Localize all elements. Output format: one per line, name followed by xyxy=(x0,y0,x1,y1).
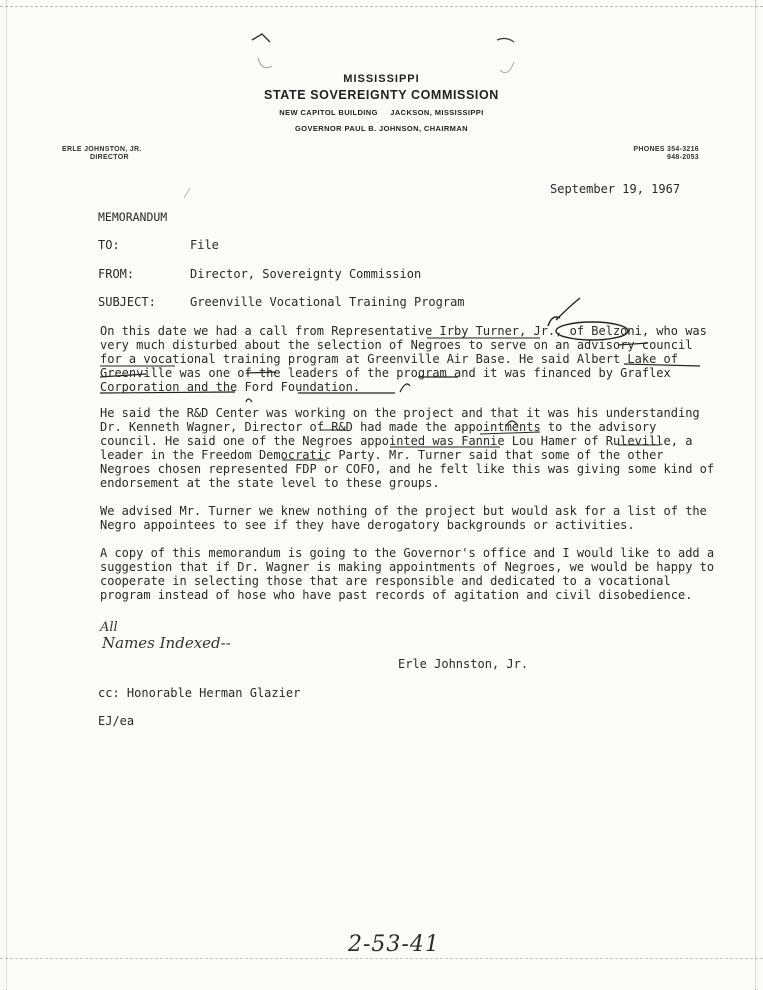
director-name: ERLE JOHNSTON, JR. xyxy=(62,146,142,153)
scan-edge-right xyxy=(755,0,756,990)
scan-edge-bottom xyxy=(0,958,763,959)
phones-block xyxy=(633,146,699,162)
handwritten-note-line1: All xyxy=(100,620,118,635)
document-number: 2-53-41 xyxy=(348,932,440,957)
letterhead-commission: STATE SOVEREIGNTY COMMISSION xyxy=(264,88,499,102)
director-block xyxy=(62,146,142,161)
paragraph-appointments: He said the R&D Center was working on the project and that it was his understanding Dr. Kenneth Wagner, Director of R&D had made the appointments to the advisory council. He said one of the Negroes appointed was Fannie Lou Hamer of Ruleville, a leader in the Freedom Democratic Party. Mr. Turner said that some of the other Negroes chosen represented FDP or COFO, and he felt like this was giving some kind of endorsement at the state level to these groups. xyxy=(100,406,715,490)
typist-initials: EJ/ea xyxy=(98,714,135,728)
memo-title: MEMORANDUM xyxy=(98,210,168,224)
letterhead-address: NEW CAPITOL BUILDING JACKSON, MISSISSIPPI xyxy=(279,108,484,117)
director-title: DIRECTOR xyxy=(90,154,129,161)
subject-label: SUBJECT: xyxy=(98,295,156,309)
paragraph-suggestion: A copy of this memorandum is going to the Governor's office and I would like to add a suggestion that if Dr. Wagner is making appointments of Negroes, we would be happy to cooperate in selecting those that are responsible and dedicated to a vocational program instead of hose who have past records of agitation and civil disobedience. xyxy=(100,546,715,602)
from-label: FROM: xyxy=(98,267,135,281)
subject-value: Greenville Vocational Training Program xyxy=(190,295,465,309)
phones-label: PHONES 354-3216 xyxy=(633,146,699,153)
handwritten-note-line2: Names Indexed-- xyxy=(102,634,231,652)
paragraph-call-report: On this date we had a call from Representative Irby Turner, Jr., of Belzoni, who was very much disturbed about the selection of Negroes to serve on an advisory council for a vocational training program at Greenville Air Base. He said Albert Lake of Greenville was one of the leaders of the program and it was financed by Graflex Corporation and the Ford Foundation. xyxy=(100,324,707,394)
letterhead-state-name: MISSISSIPPI xyxy=(343,73,420,85)
paragraph-response: We advised Mr. Turner we knew nothing of the project but would ask for a list of the Negro appointees to see if they have derogatory backgrounds or activities. xyxy=(100,504,707,532)
letterhead-governor: GOVERNOR PAUL B. JOHNSON, CHAIRMAN xyxy=(295,124,468,133)
scan-edge-left xyxy=(6,0,7,990)
phones-alt: 948-2053 xyxy=(667,154,699,161)
to-value: File xyxy=(190,238,219,252)
scan-edge-top xyxy=(0,6,763,7)
from-value: Director, Sovereignty Commission xyxy=(190,267,422,281)
memo-date: September 19, 1967 xyxy=(550,182,681,196)
signature: Erle Johnston, Jr. xyxy=(398,657,529,671)
carbon-copy: cc: Honorable Herman Glazier xyxy=(98,686,301,700)
to-label: TO: xyxy=(98,238,120,252)
